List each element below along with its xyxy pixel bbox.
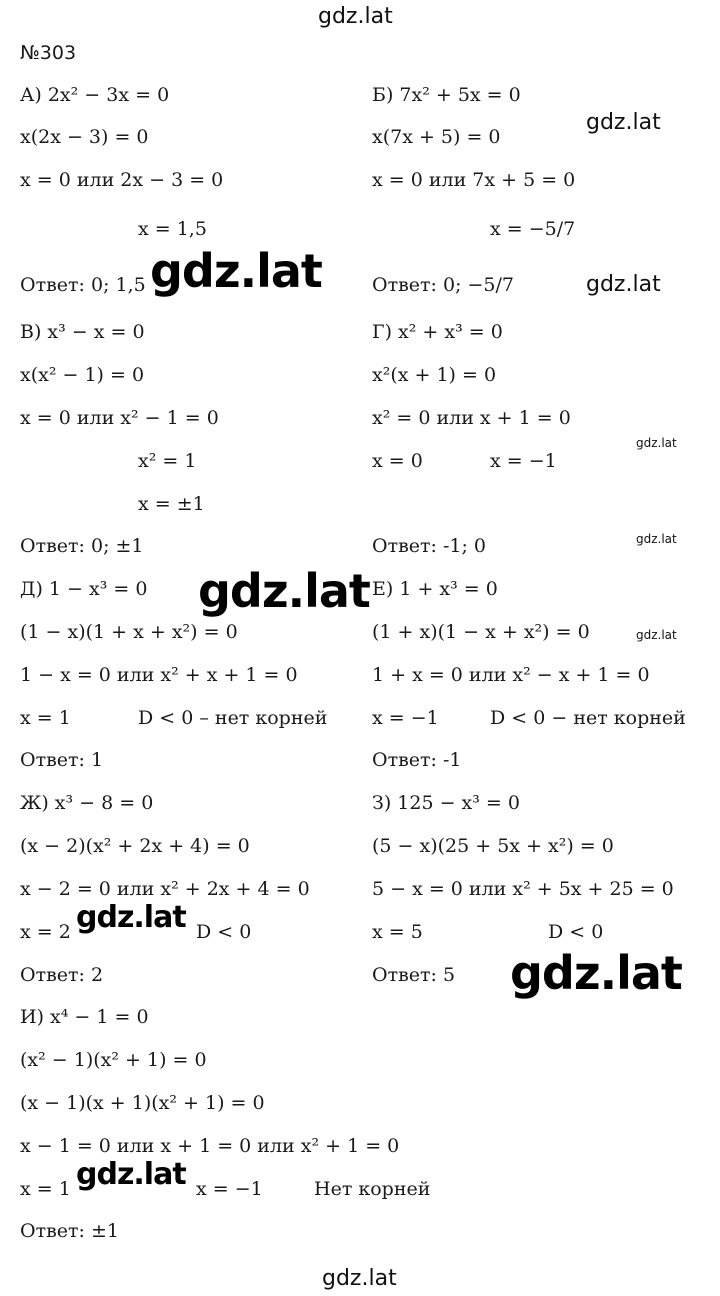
g-root-1: x = 0 [372, 450, 423, 472]
z-answer: Ответ: 5 [372, 964, 456, 986]
i-equation: И) x⁴ − 1 = 0 [20, 1006, 149, 1028]
zh-root: x = 2 [20, 921, 71, 943]
zh-factor: (x − 2)(x² + 2x + 4) = 0 [20, 835, 250, 857]
v-cases: x = 0 или x² − 1 = 0 [20, 407, 219, 429]
watermark-header: gdz.lat [318, 4, 393, 29]
b-root: x = −5/7 [490, 218, 576, 240]
a-equation: А) 2x² − 3x = 0 [20, 84, 170, 106]
e-cases: 1 + x = 0 или x² − x + 1 = 0 [372, 664, 650, 686]
g-answer: Ответ: -1; 0 [372, 535, 487, 557]
g-equation: Г) x² + x³ = 0 [372, 321, 503, 343]
a-root: x = 1,5 [138, 218, 207, 240]
d-factor: (1 − x)(1 + x + x²) = 0 [20, 621, 238, 643]
watermark-medium: gdz.lat [76, 900, 186, 935]
g-factor: x²(x + 1) = 0 [372, 364, 497, 386]
e-discriminant: D < 0 − нет корней [490, 707, 686, 729]
z-root: x = 5 [372, 921, 423, 943]
v-root: x = ±1 [138, 493, 205, 515]
z-factor: (5 − x)(25 + 5x + x²) = 0 [372, 835, 614, 857]
i-root-2: x = −1 [196, 1178, 263, 1200]
d-answer: Ответ: 1 [20, 749, 104, 771]
zh-answer: Ответ: 2 [20, 964, 104, 986]
b-cases: x = 0 или 7x + 5 = 0 [372, 169, 576, 191]
v-answer: Ответ: 0; ±1 [20, 535, 144, 557]
e-equation: Е) 1 + x³ = 0 [372, 578, 498, 600]
a-answer: Ответ: 0; 1,5 [20, 274, 146, 296]
watermark-small: gdz.lat [586, 272, 661, 297]
i-factor: (x² − 1)(x² + 1) = 0 [20, 1049, 207, 1071]
g-cases: x² = 0 или x + 1 = 0 [372, 407, 571, 429]
v-factor: x(x² − 1) = 0 [20, 364, 145, 386]
watermark-small: gdz.lat [586, 110, 661, 135]
b-factor: x(7x + 5) = 0 [372, 126, 501, 148]
b-answer: Ответ: 0; −5/7 [372, 274, 515, 296]
watermark-large: gdz.lat [198, 564, 370, 618]
a-factor: x(2x − 3) = 0 [20, 126, 149, 148]
z-cases: 5 − x = 0 или x² + 5x + 25 = 0 [372, 878, 674, 900]
e-root: x = −1 [372, 707, 439, 729]
problem-number: №303 [20, 42, 77, 64]
e-factor: (1 + x)(1 − x + x²) = 0 [372, 621, 590, 643]
watermark-large: gdz.lat [510, 946, 682, 1000]
watermark-tiny: gdz.lat [636, 628, 677, 642]
watermark-footer: gdz.lat [322, 1266, 397, 1291]
g-root-2: x = −1 [490, 450, 557, 472]
z-discriminant: D < 0 [548, 921, 604, 943]
zh-cases: x − 2 = 0 или x² + 2x + 4 = 0 [20, 878, 310, 900]
zh-discriminant: D < 0 [196, 921, 252, 943]
a-cases: x = 0 или 2x − 3 = 0 [20, 169, 224, 191]
d-root: x = 1 [20, 707, 71, 729]
d-equation: Д) 1 − x³ = 0 [20, 578, 148, 600]
watermark-tiny: gdz.lat [636, 436, 677, 450]
v-square: x² = 1 [138, 450, 197, 472]
i-root-1: x = 1 [20, 1178, 71, 1200]
watermark-medium: gdz.lat [76, 1157, 186, 1192]
b-equation: Б) 7x² + 5x = 0 [372, 84, 521, 106]
watermark-tiny: gdz.lat [636, 532, 677, 546]
d-discriminant: D < 0 – нет корней [138, 707, 328, 729]
z-equation: З) 125 − x³ = 0 [372, 792, 520, 814]
i-answer: Ответ: ±1 [20, 1220, 119, 1242]
watermark-large: gdz.lat [150, 244, 322, 298]
i-factor-full: (x − 1)(x + 1)(x² + 1) = 0 [20, 1092, 265, 1114]
i-no-roots: Нет корней [314, 1178, 431, 1200]
zh-equation: Ж) x³ − 8 = 0 [20, 792, 154, 814]
d-cases: 1 − x = 0 или x² + x + 1 = 0 [20, 664, 298, 686]
i-cases: x − 1 = 0 или x + 1 = 0 или x² + 1 = 0 [20, 1135, 400, 1157]
v-equation: В) x³ − x = 0 [20, 321, 145, 343]
e-answer: Ответ: -1 [372, 749, 462, 771]
